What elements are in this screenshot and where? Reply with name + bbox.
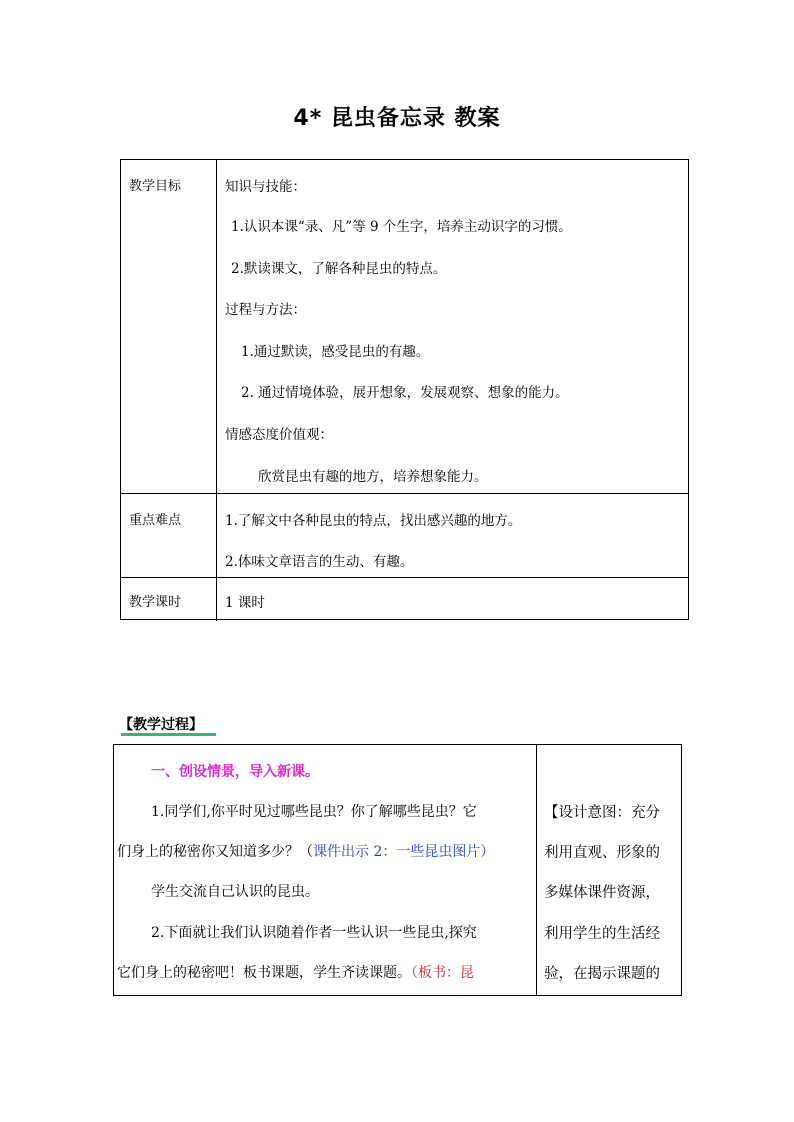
design-intent-line: 利用学生的生活经 xyxy=(544,926,660,942)
goal-label: 教学目标 xyxy=(129,179,182,194)
design-intent-line: 验，在揭示课题的 xyxy=(544,966,660,982)
paragraph-line: 1.同学们,你平时见过哪些昆虫？你了解哪些昆虫？它 xyxy=(151,804,477,820)
goal-line: 欣赏昆虫有趣的地方，培养想象能力。 xyxy=(258,469,488,485)
section-heading: 一、创设情景，导入新课。 xyxy=(151,764,319,780)
paragraph-line: 们身上的秘密你又知道多少？（课件出示 2：一些昆虫图片） xyxy=(117,844,495,860)
heading-underline xyxy=(121,733,216,736)
paragraph-line: 学生交流自己认识的昆虫。 xyxy=(151,884,319,900)
process-table xyxy=(113,744,682,996)
goal-line: 1.认识本课“录、凡”等 9 个生字，培养主动识字的习惯。 xyxy=(231,219,572,235)
hours-label: 教学课时 xyxy=(129,595,182,610)
goal-line: 1.通过默读，感受昆虫的有趣。 xyxy=(241,344,430,360)
courseware-note: 课件出示 2：一些昆虫图片） xyxy=(313,844,495,860)
hours-value: 1 课时 xyxy=(225,595,265,611)
key-line: 1.了解文中各种昆虫的特点，找出感兴趣的地方。 xyxy=(225,513,522,529)
hours-row xyxy=(121,578,688,621)
paragraph-line: 2.下面就让我们认识随着作者一些认识一些昆虫,探究 xyxy=(151,925,477,941)
goal-line: 2. 通过情境体验，展开想象，发展观察、想象的能力。 xyxy=(241,385,569,401)
goal-line: 2.默读课文，了解各种昆虫的特点。 xyxy=(231,261,447,277)
key-row xyxy=(121,494,688,578)
key-line: 2.体味文章语言的生动、有趣。 xyxy=(225,554,414,570)
process-heading: 【教学过程】 xyxy=(119,717,203,733)
paragraph-line: 它们身上的秘密吧！板书课题，学生齐读课题。（板书：昆 xyxy=(117,965,474,981)
goal-line: 情感态度价值观： xyxy=(225,427,333,443)
goal-line: 过程与方法： xyxy=(225,302,306,318)
page-title: 4* 昆虫备忘录 教案 xyxy=(293,106,501,131)
design-intent-line: 【设计意图：充分 xyxy=(544,805,660,821)
goal-row xyxy=(121,160,688,494)
design-intent-line: 利用直观、形象的 xyxy=(544,845,660,861)
lesson-info-table xyxy=(120,159,689,620)
board-note: （板书：昆 xyxy=(411,965,474,981)
key-label: 重点难点 xyxy=(129,513,182,528)
design-intent-line: 多媒体课件资源， xyxy=(544,885,660,901)
goal-line: 知识与技能： xyxy=(225,179,306,195)
